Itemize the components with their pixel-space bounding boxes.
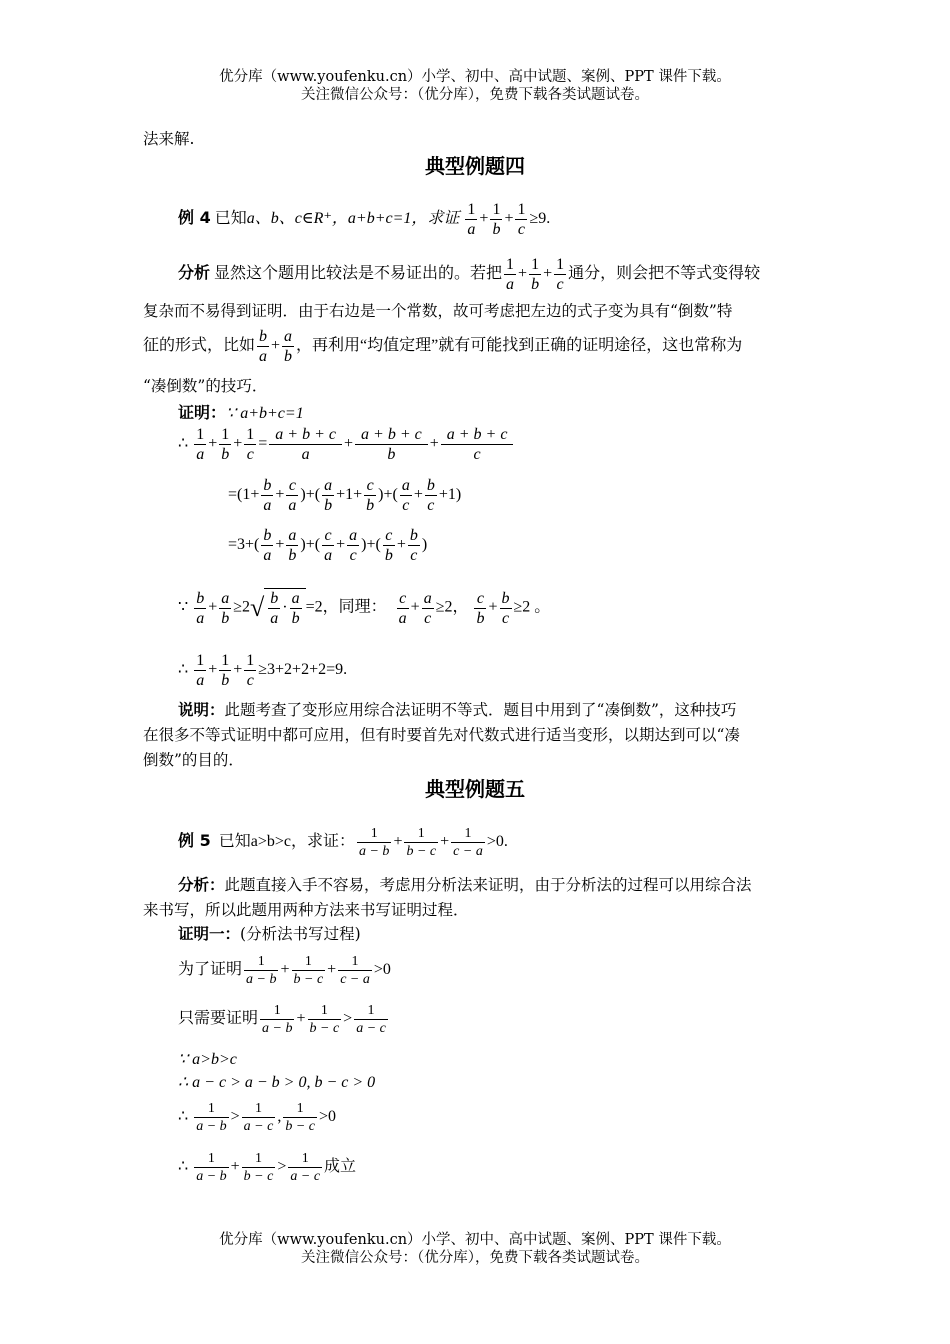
analysis-5-line-1: 分析：此题直接入手不容易，考虑用分析法来证明，由于分析法的过程可以用综合法 (178, 876, 752, 894)
note-4-line-1: 说明：此题考查了变形应用综合法证明不等式．题目中用到了“凑倒数”，这种技巧 (178, 701, 737, 719)
proof-5-step-2: 只需要证明 $\frac{1}{a - b}$ + $\frac{1}{b - c}$ > $\frac{1}{a - c}$ (178, 1003, 386, 1036)
proof-5-step-1: 为了证明 $\frac{1}{a - b}$ + $\frac{1}{b - c}$ + $\frac{1}{c - a}$ >0 (178, 954, 391, 987)
example-5-label: 例 5 (178, 831, 211, 851)
note-4-line-2: 在很多不等式证明中都可应用，但有时要首先对代数式进行适当变形，以期达到可以“凑 (143, 726, 740, 744)
proof-5-header: 证明一：(分析法书写过程) (178, 925, 361, 943)
proof-4-am-gm: ∵ $\frac{b}{a}$ + $\frac{a}{b}$ ≥2√ $\frac{b}{a}$ · $\frac{a}{b}$ =2，同理： $\frac{c}{a}$ + $\frac{a}{c}$ ≥2， $\frac{c}{b}$ + $\frac{b}{c}$ ≥2 。 (178, 589, 551, 627)
section-5-title: 典型例题五 (425, 777, 525, 801)
analysis-5-label: 分析： (178, 876, 225, 894)
example-4-statement: 例 4 已知a、b、c∈R⁺，a+b+c=1，求证 $\frac{1}{a}$ + $\frac{1}{b}$ + $\frac{1}{c}$ ≥9. (178, 201, 551, 238)
proof-5-step-6: ∴ $\frac{1}{a - b}$ + $\frac{1}{b - c}$ > $\frac{1}{a - c}$ 成立 (178, 1151, 357, 1184)
proof-5-step-5: ∴ $\frac{1}{a - b}$ > $\frac{1}{a - c}$ , $\frac{1}{b - c}$ >0 (178, 1101, 337, 1134)
proof-4-equation-2: =(1+ $\frac{b}{a}$ + $\frac{c}{a}$ )+( $\frac{a}{b}$ +1+ $\frac{c}{b}$ )+( $\frac{a}{c}$ + $\frac{b}{c}$ +1) (228, 477, 462, 514)
proof-4-equation-3: =3+( $\frac{b}{a}$ + $\frac{a}{b}$ )+( $\frac{c}{a}$ + $\frac{a}{c}$ )+( $\frac{c}{b}$ + $\frac{b}{c}$ ) (228, 527, 428, 564)
proof-5-step-3: ∵ a>b>c (178, 1051, 237, 1068)
intro-text: 法来解. (143, 130, 195, 148)
analysis-4-line-1: 分析 显然这个题用比较法是不易证出的。若把 $\frac{1}{a}$ + $\frac{1}{b}$ + $\frac{1}{c}$ 通分，则会把不等式变得较 (178, 256, 761, 293)
proof-4-equation-1: ∴ $\frac{1}{a}$ + $\frac{1}{b}$ + $\frac{1}{c}$ = $\frac{a + b + c}{a}$ + $\frac{a + b + c}{b}$ + $\frac{a + b + c}{c}$ (178, 426, 512, 463)
analysis-4-line-4: “凑倒数”的技巧． (143, 377, 268, 395)
example-4-label: 例 4 (178, 208, 211, 228)
analysis-5-line-2: 来书写，所以此题用两种方法来书写证明过程． (143, 901, 469, 919)
proof-5-step-4: ∴ a − c > a − b > 0, b − c > 0 (178, 1074, 376, 1091)
section-4-title: 典型例题四 (425, 154, 525, 178)
header-line-1: 优分库（www.youfenku.cn）小学、初中、高中试题、案例、PPT 课件下载。 (219, 69, 731, 85)
proof-4-result: ∴ $\frac{1}{a}$ + $\frac{1}{b}$ + $\frac{1}{c}$ ≥3+2+2+2=9. (178, 652, 348, 689)
header-line-2: 关注微信公众号：（优分库），免费下载各类试题试卷。 (301, 87, 649, 103)
proof-4-label: 证明： (178, 403, 227, 422)
proof-4-line-1: 证明：∵ a+b+c=1 (178, 403, 304, 422)
analysis-4-line-2: 复杂而不易得到证明．由于右边是一个常数，故可考虑把左边的式子变为具有“倒数”特 (143, 302, 733, 320)
proof-5-label: 证明一： (178, 925, 241, 943)
analysis-4-line-3: 征的形式，比如 $\frac{b}{a}$ + $\frac{a}{b}$ ，再利用“均值定理”就有可能找到正确的证明途径，这也常称为 (143, 328, 743, 365)
note-4-line-3: 倒数”的目的． (143, 751, 244, 769)
analysis-4-label: 分析 (178, 263, 211, 283)
footer-line-1: 优分库（www.youfenku.cn）小学、初中、高中试题、案例、PPT 课件下载。 (219, 1232, 731, 1248)
example-5-statement: 例 5 已知a>b>c，求证： $\frac{1}{a - b}$ + $\frac{1}{b - c}$ + $\frac{1}{c - a}$ >0. (178, 826, 508, 859)
footer-line-2: 关注微信公众号：（优分库），免费下载各类试题试卷。 (301, 1250, 649, 1266)
note-4-label: 说明： (178, 701, 225, 719)
